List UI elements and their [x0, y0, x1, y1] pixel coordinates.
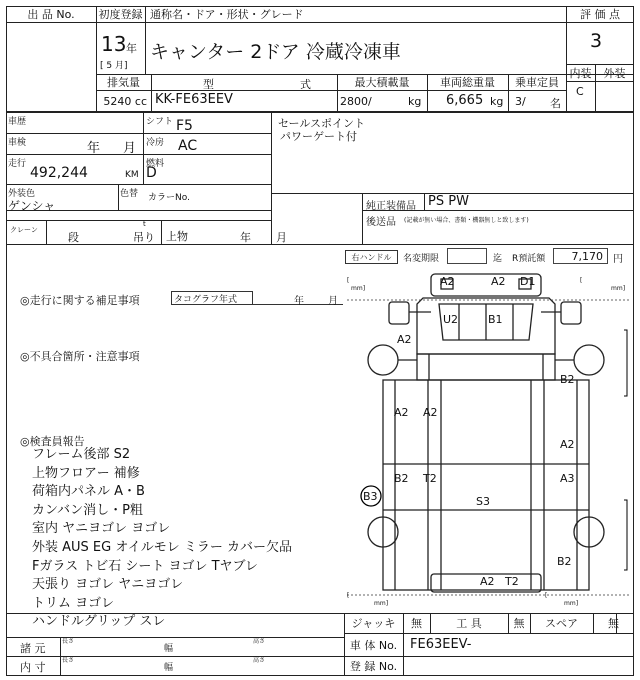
- height-label: 高さ: [253, 638, 266, 645]
- tools-value: 無: [513, 617, 525, 630]
- year-value: 13: [101, 32, 127, 56]
- height-label-2: 高さ: [253, 657, 266, 664]
- spare-value: 無: [608, 617, 619, 630]
- corner-label-bl-value: mm]: [374, 600, 389, 607]
- inspector-label: ◎検査員報告: [20, 435, 85, 448]
- r-mileage-field: 7,170: [553, 248, 608, 264]
- divider: [6, 637, 344, 638]
- upper-label: 上物: [166, 230, 188, 243]
- name-change-field: [447, 248, 487, 264]
- damage-mark: A2: [423, 406, 438, 419]
- damage-mark: A2: [440, 275, 455, 288]
- lift-label: 吊り: [133, 231, 155, 244]
- until-label: 迄: [493, 254, 503, 264]
- tachograph-year: 年: [294, 296, 304, 307]
- damage-mark: T2: [505, 575, 519, 588]
- chassis-label: 車 体 No.: [349, 638, 398, 652]
- inner-label: 内 寸: [20, 661, 46, 674]
- model-code-label-2: 式: [300, 78, 311, 91]
- name-change-label: 名変期限: [403, 254, 440, 264]
- corner-label-tl: [: [347, 277, 350, 284]
- year-unit: 年: [126, 42, 137, 55]
- corner-label-br-value: mm]: [564, 600, 579, 607]
- gross-weight-label: 車両総重量: [440, 76, 495, 89]
- lift-prefix: t: [143, 220, 146, 228]
- divider: [161, 220, 162, 245]
- car-name: キャンター 2ドア 冷蔵冷凍車: [150, 41, 401, 63]
- color-label: 色替: [120, 189, 139, 199]
- divider: [96, 90, 566, 91]
- divider: [6, 184, 271, 185]
- upper-month: 月: [276, 231, 287, 244]
- report-line: 荷箱内パネル A・B: [32, 484, 145, 500]
- exterior-label: 外装: [603, 66, 626, 80]
- mileage-value: 492,244: [30, 165, 88, 181]
- interior-label: 内装: [569, 66, 592, 80]
- damage-mark: B3: [363, 490, 378, 503]
- mileage-label: 走行: [8, 159, 27, 169]
- width-label: 幅: [164, 644, 174, 654]
- divider: [566, 81, 634, 82]
- lot-no-label: 出 品 No.: [27, 8, 75, 21]
- length-label-2: 長さ: [62, 657, 75, 664]
- ac-value: AC: [178, 138, 198, 154]
- crane-label: クレーン: [10, 226, 38, 234]
- interior-score: C: [576, 85, 584, 98]
- corner-label-br: [: [545, 592, 548, 599]
- divider: [6, 154, 271, 155]
- divider: [424, 193, 425, 210]
- fuel-value: D: [146, 165, 157, 181]
- tachograph-month: 月: [328, 296, 338, 307]
- divider: [145, 6, 146, 74]
- shift-value: F5: [176, 118, 193, 134]
- history-label: 車歴: [8, 117, 27, 127]
- divider: [6, 656, 634, 657]
- reg-label: 登 録 No.: [349, 660, 398, 673]
- report-line: カンバン消し・P粗: [32, 502, 143, 518]
- report-line: 上物フロアー 補修: [32, 465, 140, 481]
- report-line: ハンドルグリップ スレ: [32, 614, 166, 630]
- max-load-unit: kg: [408, 95, 422, 108]
- eval-score-label: 評 価 点: [580, 8, 620, 21]
- damage-mark: A3: [560, 472, 575, 485]
- model-label: 通称名・ドア・形状・グレード: [150, 8, 304, 21]
- first-reg-label: 初度登録: [98, 8, 143, 21]
- model-code-value: KK-FE63EEV: [155, 92, 233, 107]
- mileage-unit: KM: [125, 170, 139, 180]
- report-line: 外装 AUS EG オイルモレ ミラー カバー欠品: [32, 539, 292, 555]
- inspection-year: 年: [87, 141, 101, 156]
- r-mileage-unit: 円: [613, 254, 623, 265]
- eval-score: 3: [590, 30, 603, 52]
- corner-label-bl: [: [347, 592, 350, 599]
- month-value: [ 5 月]: [100, 61, 128, 71]
- sales-point-label: セールスポイント: [278, 117, 366, 130]
- report-line: 天張り ヨゴレ ヤニヨゴレ: [32, 577, 184, 593]
- spare-label: スペア: [545, 617, 578, 630]
- sales-point-value: パワーゲート付: [280, 130, 357, 143]
- corner-label-tl-value: mm]: [351, 285, 366, 292]
- steering: 右ハンドル: [345, 250, 398, 264]
- divider: [566, 22, 634, 23]
- stage-label: 段: [68, 231, 79, 244]
- capacity-value: 3/: [515, 95, 526, 108]
- jack-label: ジャッキ: [351, 617, 396, 630]
- divider: [96, 22, 566, 23]
- chassis-value: FE63EEV-: [410, 637, 472, 652]
- later-note: (記載が無い場合、書類・機器無しと致します): [404, 217, 529, 224]
- color-no-label: カラーNo.: [148, 193, 190, 203]
- inspector-report: [32, 446, 292, 632]
- report-line: フレーム後部 S2: [32, 447, 131, 462]
- divider: [6, 220, 271, 221]
- damage-mark: S3: [476, 495, 490, 508]
- gross-weight-value: 6,665: [446, 93, 484, 108]
- gross-weight-unit: kg: [490, 95, 504, 108]
- capacity-label: 乗車定員: [515, 76, 559, 89]
- width-label-2: 幅: [164, 663, 174, 673]
- max-load-value: 2800/: [340, 95, 372, 108]
- r-mileage-label: R預託額: [512, 254, 546, 264]
- divider: [143, 112, 144, 184]
- tachograph-label: タコグラフ年式: [171, 291, 253, 305]
- damage-mark: A2: [560, 438, 575, 451]
- fuel-label: 燃料: [146, 159, 165, 169]
- divider: [46, 220, 47, 245]
- jack-value: 無: [411, 617, 422, 630]
- capacity-unit: 名: [550, 97, 561, 110]
- upper-year: 年: [240, 231, 251, 244]
- divider: [6, 22, 96, 23]
- running-notes-label: ◎走行に関する補足事項: [20, 294, 140, 307]
- inspection-label: 車検: [8, 138, 27, 148]
- divider: [118, 184, 119, 210]
- damage-mark: A2: [397, 333, 412, 346]
- exterior-color-label: 外装色: [8, 189, 36, 199]
- report-line: トリム ヨゴレ: [32, 595, 115, 611]
- divider: [60, 637, 61, 676]
- length-label: 長さ: [62, 638, 75, 645]
- divider: [362, 193, 363, 245]
- corner-label-tr-value: mm]: [611, 285, 626, 292]
- later-label: 後送品: [366, 217, 396, 228]
- damage-mark: A2: [480, 575, 495, 588]
- displacement-value: 5240 cc: [103, 94, 147, 108]
- displacement-label: 排気量: [107, 76, 140, 89]
- damage-mark: T2: [423, 472, 437, 485]
- damage-mark: B1: [488, 313, 503, 326]
- damage-mark: U2: [443, 313, 459, 326]
- corner-label-tr: [: [580, 277, 583, 284]
- report-line: Fガラス トビ石 シート ヨゴレ Tヤブレ: [32, 558, 259, 574]
- exterior-color-value: ゲンシャ: [8, 199, 56, 213]
- damage-mark: B2: [394, 472, 409, 485]
- damage-mark: D1: [520, 275, 536, 288]
- damage-mark: A2: [491, 275, 506, 288]
- damage-mark: B2: [557, 555, 572, 568]
- defects-label: ◎不具合箇所・注意事項: [20, 350, 140, 363]
- damage-mark: A2: [394, 406, 409, 419]
- shift-label: シフト: [146, 117, 174, 127]
- ac-label: 冷房: [146, 138, 165, 148]
- specs-label: 諸 元: [20, 642, 46, 655]
- divider: [151, 74, 152, 112]
- divider: [271, 112, 272, 245]
- damage-mark: B2: [560, 373, 575, 386]
- equipment-value: PS PW: [428, 194, 469, 209]
- equipment-label: 純正装備品: [366, 201, 416, 212]
- model-code-label: 型: [203, 78, 214, 91]
- max-load-label: 最大積載量: [354, 76, 410, 89]
- divider: [6, 133, 271, 134]
- report-line: 室内 ヤニヨゴレ ヨゴレ: [32, 521, 171, 537]
- inspection-month: 月: [123, 141, 137, 156]
- tools-label: 工 具: [456, 617, 482, 630]
